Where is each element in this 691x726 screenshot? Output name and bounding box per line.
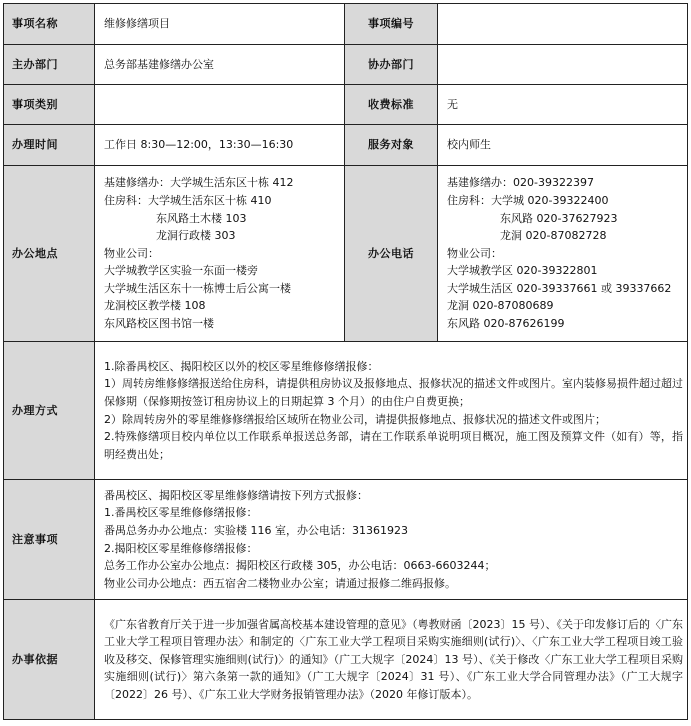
address-line: 东风路土木楼 103 [156, 211, 247, 225]
phone-line: 龙洞 020-87082728 [500, 229, 607, 243]
address-line: 住房科：大学城生活东区十栋 410 [104, 193, 272, 207]
notes-line: 物业公司办公地点：西五宿舍二楼物业办公室；请通过报修二维码报修。 [104, 576, 456, 590]
fee-value: 无 [438, 85, 688, 125]
basis-label: 办事依据 [4, 600, 95, 720]
row-hours-target [4, 125, 688, 166]
host-dept-label: 主办部门 [4, 45, 95, 85]
address-label: 办公地点 [4, 166, 95, 342]
phone-line: 东风路 020-87626199 [447, 317, 565, 331]
fee-label: 收费标准 [345, 85, 438, 125]
phone-line: 物业公司： [447, 246, 502, 260]
item-number-label: 事项编号 [345, 4, 438, 45]
address-line: 龙洞校区教学楼 108 [104, 299, 206, 313]
basis-value [95, 600, 688, 720]
address-line: 东风路校区图书馆一楼 [104, 317, 214, 331]
notes-line: 番禺总务办办公地点：实验楼 116 室，办公电话：31361923 [104, 523, 408, 537]
item-number-value [438, 4, 688, 45]
notes-line: 番禺校区、揭阳校区零星维修修缮请按下列方式报修： [104, 488, 368, 502]
method-label: 办理方式 [4, 342, 95, 480]
method-paragraph: 1.除番禺校区、揭阳校区以外的校区零星维修修缮报修： [104, 359, 379, 373]
method-paragraph: 2.特殊修缮项目校内单位以工作联系单报送总务部，请在工作联系单说明项目概况，施工图及预算文件（如有）等，指明经费出处； [104, 430, 683, 461]
row-category-fee [4, 85, 688, 125]
service-info-table [3, 3, 688, 720]
address-value [95, 166, 345, 342]
notes-value [95, 480, 688, 600]
target-label: 服务对象 [345, 125, 438, 166]
category-label: 事项类别 [4, 85, 95, 125]
address-line: 大学城生活区东十一栋博士后公寓一楼 [104, 281, 291, 295]
row-address-phone [4, 166, 688, 342]
phone-value [438, 166, 688, 342]
item-name-value: 维修修缮项目 [95, 4, 345, 45]
category-value [95, 85, 345, 125]
notes-label: 注意事项 [4, 480, 95, 600]
phone-line: 大学城教学区 020-39322801 [447, 264, 598, 278]
co-dept-label: 协办部门 [345, 45, 438, 85]
phone-line: 住房科：大学城 020-39322400 [447, 193, 609, 207]
address-line: 基建修缮办：大学城生活东区十栋 412 [104, 176, 294, 190]
hours-value: 工作日 8:30—12:00，13:30—16:30 [95, 125, 345, 166]
phone-line: 大学城生活区 020-39337661 或 39337662 [447, 281, 672, 295]
notes-line: 总务工作办公室办公地点：揭阳校区行政楼 305，办公电话：0663-6603244； [104, 559, 496, 573]
host-dept-value: 总务部基建修缮办公室 [95, 45, 345, 85]
phone-line: 东风路 020-37627923 [500, 211, 618, 225]
method-paragraph: 1）周转房维修修缮报送给住房科，请提供租房协议及报修地点、报修状况的描述文件或图片。室内装修易损件超过超过保修期（保修期按签订租房协议上的日期起算 3 个月）的由住户自费更换； [104, 377, 683, 408]
phone-label: 办公电话 [345, 166, 438, 342]
phone-line: 龙洞 020-87080689 [447, 299, 554, 313]
address-line: 大学城教学区实验一东面一楼旁 [104, 264, 258, 278]
method-value [95, 342, 688, 480]
co-dept-value [438, 45, 688, 85]
row-notes [4, 480, 688, 600]
row-basis [4, 600, 688, 720]
target-value: 校内师生 [438, 125, 688, 166]
method-paragraph: 2）除周转房外的零星维修修缮报给区域所在物业公司，请提供报修地点、报修状况的描述文件或图片； [104, 412, 606, 426]
notes-line: 1.番禺校区零星维修修缮报修： [104, 506, 258, 520]
item-name-label: 事项名称 [4, 4, 95, 45]
address-line: 物业公司： [104, 246, 159, 260]
notes-line: 2.揭阳校区零星维修修缮报修： [104, 541, 258, 555]
row-item-name [4, 4, 688, 45]
hours-label: 办理时间 [4, 125, 95, 166]
basis-text: 《广东省教育厅关于进一步加强省属高校基本建设管理的意见》（粤教财函〔2023〕15 号）、《关于印发修订后的〈广东工业大学工程项目管理办法〉和制定的〈广东工业大学工程项目采购实施细则(试行)〉、〈广东工业大学工程项目竣工验收及移交、保修管理实施细则(试行)〉的通知》（广工大规字〔2024〕13 号）、《关于修改〈广东工业大学工程项目采购实施细则(试行)〉第六条第一款的通知》（广工大规字〔2024〕31 号）、《广东工业大学合同管理办法》（广工大规字〔2022〕26 号）、《广东工业大学财务报销管理办法》（2020 年修订版本）。 [104, 617, 683, 701]
row-method [4, 342, 688, 480]
row-departments [4, 45, 688, 85]
phone-line: 基建修缮办：020-39322397 [447, 176, 594, 190]
address-line: 龙洞行政楼 303 [156, 229, 236, 243]
